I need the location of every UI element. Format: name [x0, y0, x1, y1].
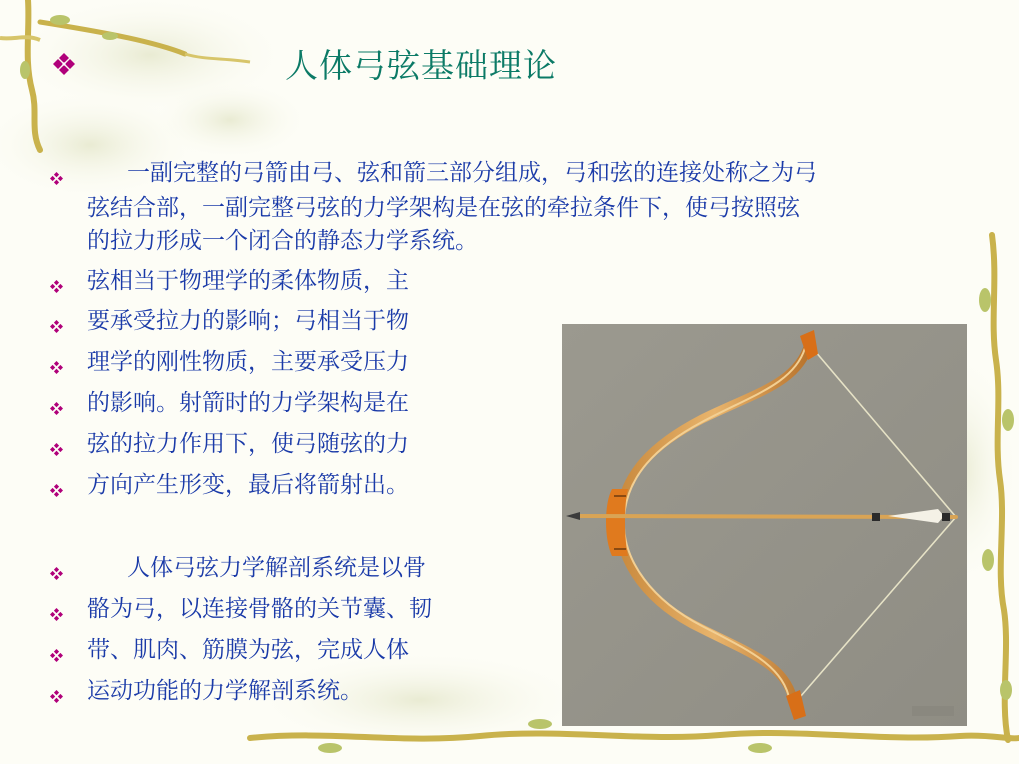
paragraph2-line: 的影响。射箭时的力学架构是在 [87, 390, 409, 416]
diamond-cluster-icon [50, 320, 63, 333]
paragraph2-line: 理学的刚性物质，主要承受压力 [87, 349, 409, 375]
diamond-cluster-icon [50, 361, 63, 374]
diamond-cluster-icon [50, 649, 63, 662]
diamond-cluster-icon [50, 484, 63, 497]
paragraph1-line1: 一副完整的弓箭由弓、弦和箭三部分组成，弓和弦的连接处称之为弓 [127, 160, 817, 186]
paragraph1-line2: 弦结合部，一副完整弓弦的力学架构是在弦的牵拉条件下，使弓按照弦 [87, 195, 800, 221]
paragraph2-line: 弦相当于物理学的柔体物质，主 [87, 268, 409, 294]
paragraph3-line: 人体弓弦力学解剖系统是以骨 [127, 555, 426, 581]
paragraph3-line: 带、肌肉、筋膜为弦，完成人体 [87, 637, 409, 663]
diamond-cluster-icon [50, 443, 63, 456]
diamond-cluster-icon [50, 280, 63, 293]
paragraph2-line: 要承受拉力的影响；弓相当于物 [87, 308, 409, 334]
diamond-cluster-icon [50, 608, 63, 621]
bow-and-arrow-photo [562, 324, 967, 726]
diamond-cluster-icon [50, 172, 63, 185]
slide-title: 人体弓弦基础理论 [285, 46, 557, 85]
diamond-cluster-icon [52, 52, 76, 76]
paragraph2-line: 方向产生形变，最后将箭射出。 [87, 472, 409, 498]
paragraph1-line3: 的拉力形成一个闭合的静态力学系统。 [87, 228, 478, 254]
paragraph3-line: 运动功能的力学解剖系统。 [87, 678, 363, 704]
paragraph3-line: 骼为弓，以连接骨骼的关节囊、韧 [87, 596, 432, 622]
diamond-cluster-icon [50, 567, 63, 580]
diamond-cluster-icon [50, 690, 63, 703]
paragraph2-line: 弦的拉力作用下，使弓随弦的力 [87, 431, 409, 457]
diamond-cluster-icon [50, 402, 63, 415]
